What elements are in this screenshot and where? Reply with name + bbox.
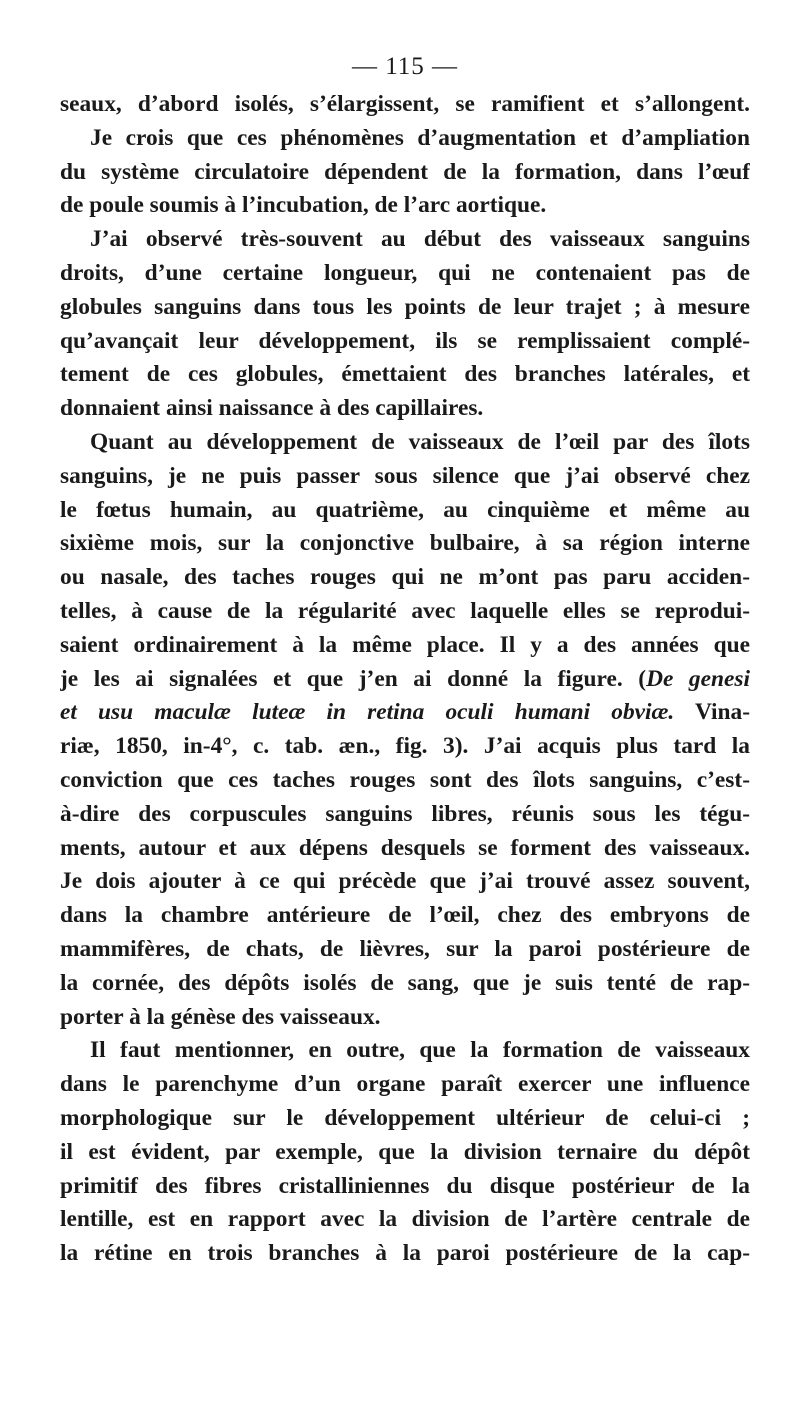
- line-text: du système circulatoire dépendent de la formation, dans l’œuf: [60, 158, 750, 185]
- text-line: [60, 88, 750, 122]
- text-line: [60, 223, 750, 257]
- text-line: [60, 865, 750, 899]
- text-line: [60, 291, 750, 325]
- line-text: ments, autour et aux dépens desquels se forment des vaisseaux.: [60, 834, 750, 861]
- line-text: sixième mois, sur la conjonctive bulbaire, à sa région interne: [60, 530, 750, 557]
- line-text: à-dire des corpuscules sanguins libres, réunis sous les tégu-: [60, 800, 750, 827]
- line-text: tement de ces globules, émettaient des branches latérales, et: [60, 361, 750, 388]
- text-line: [60, 561, 750, 595]
- line-text: porter à la génèse des vaisseaux.: [60, 1003, 381, 1030]
- line-text: de poule soumis à l’incubation, de l’arc aortique.: [60, 192, 547, 219]
- text-line: [60, 899, 750, 933]
- line-text: conviction que ces taches rouges sont des îlots sanguins, c’est-: [60, 766, 750, 793]
- line-text: riæ, 1850, in-4°, c. tab. æn., fig. 3). J’ai acquis plus tard la: [60, 733, 750, 760]
- text-line: [60, 832, 750, 866]
- text-line: [60, 1001, 750, 1035]
- text-line: [60, 1102, 750, 1136]
- line-text: qu’avançait leur développement, ils se remplissaient complé-: [60, 327, 750, 354]
- line-text: telles, à cause de la régularité avec laquelle elles se reprodui-: [60, 597, 750, 624]
- page-number: — 115 —: [351, 53, 459, 80]
- line-text: il est évident, par exemple, que la division ternaire du dépôt: [60, 1138, 750, 1165]
- line-text: Quant au développement de vaisseaux de l’œil par des îlots: [90, 428, 750, 455]
- text-line: [60, 798, 750, 832]
- line-text: Vina-: [674, 699, 750, 726]
- line-text: dans le parenchyme d’un organe paraît exercer une influence: [60, 1071, 750, 1098]
- line-text: dans la chambre antérieure de l’œil, chez des embryons de: [60, 902, 750, 929]
- text-line: [60, 663, 750, 697]
- line-text: droits, d’une certaine longueur, qui ne contenaient pas de: [60, 259, 750, 286]
- line-text: donnaient ainsi naissance à des capillaires.: [60, 395, 484, 422]
- text-line: [60, 629, 750, 663]
- line-text: je les ai signalées et que j’en ai donné la figure. (: [60, 665, 647, 692]
- text-line: [60, 967, 750, 1001]
- text-line: [60, 696, 750, 730]
- line-text: ou nasale, des taches rouges qui ne m’ont pas paru acciden-: [60, 564, 750, 591]
- line-text: sanguins, je ne puis passer sous silence que j’ai observé chez: [60, 462, 750, 489]
- text-line: [60, 257, 750, 291]
- text-line: [60, 933, 750, 967]
- line-text: la rétine en trois branches à la paroi postérieure de la cap-: [60, 1240, 750, 1267]
- text-line: [60, 1237, 750, 1271]
- text-line: [60, 764, 750, 798]
- line-text: Il faut mentionner, en outre, que la formation de vaisseaux: [90, 1037, 750, 1064]
- text-line: [60, 358, 750, 392]
- text-line: [60, 1068, 750, 1102]
- line-text: saient ordinairement à la même place. Il y a des années que: [60, 631, 750, 658]
- line-text: lentille, est en rapport avec la division de l’artère centrale de: [60, 1206, 750, 1233]
- line-text: seaux, d’abord isolés, s’élargissent, se ramifient et s’allongent.: [60, 91, 750, 117]
- text-line: [60, 1203, 750, 1237]
- line-text: mammifères, de chats, de lièvres, sur la paroi postérieure de: [60, 935, 750, 962]
- text-line: [60, 527, 750, 561]
- line-text: Je dois ajouter à ce qui précède que j’ai trouvé assez souvent,: [60, 868, 750, 895]
- text-line: [60, 392, 750, 426]
- text-line: [60, 122, 750, 156]
- book-page: [60, 0, 750, 1271]
- line-text: primitif des fibres cristalliniennes du disque postérieur de la: [60, 1172, 750, 1199]
- line-text: Je crois que ces phénomènes d’augmentation et d’ampliation: [90, 124, 750, 151]
- text-line: [60, 595, 750, 629]
- line-text: le fœtus humain, au quatrième, au cinquième et même au: [60, 496, 750, 523]
- line-text: J’ai observé très-souvent au début des vaisseaux sanguins: [90, 226, 750, 253]
- text-line: [60, 1136, 750, 1170]
- text-line: [60, 494, 750, 528]
- text-line: [60, 325, 750, 359]
- text-line: [60, 189, 750, 223]
- line-text: morphologique sur le développement ultérieur de celui-ci ;: [60, 1104, 750, 1131]
- line-text: la cornée, des dépôts isolés de sang, que je suis tenté de rap-: [60, 969, 750, 996]
- italic-text: De genesi: [646, 665, 750, 692]
- italic-text: et usu maculæ luteæ in retina oculi humani obviæ.: [60, 699, 675, 726]
- text-line: [60, 156, 750, 190]
- text-line: [60, 426, 750, 460]
- line-text: globules sanguins dans tous les points de leur trajet ; à mesure: [60, 293, 750, 320]
- text-line: [60, 460, 750, 494]
- text-line: [60, 1034, 750, 1068]
- text-line: [60, 1170, 750, 1204]
- body-text: [60, 88, 750, 1271]
- text-line: [60, 730, 750, 764]
